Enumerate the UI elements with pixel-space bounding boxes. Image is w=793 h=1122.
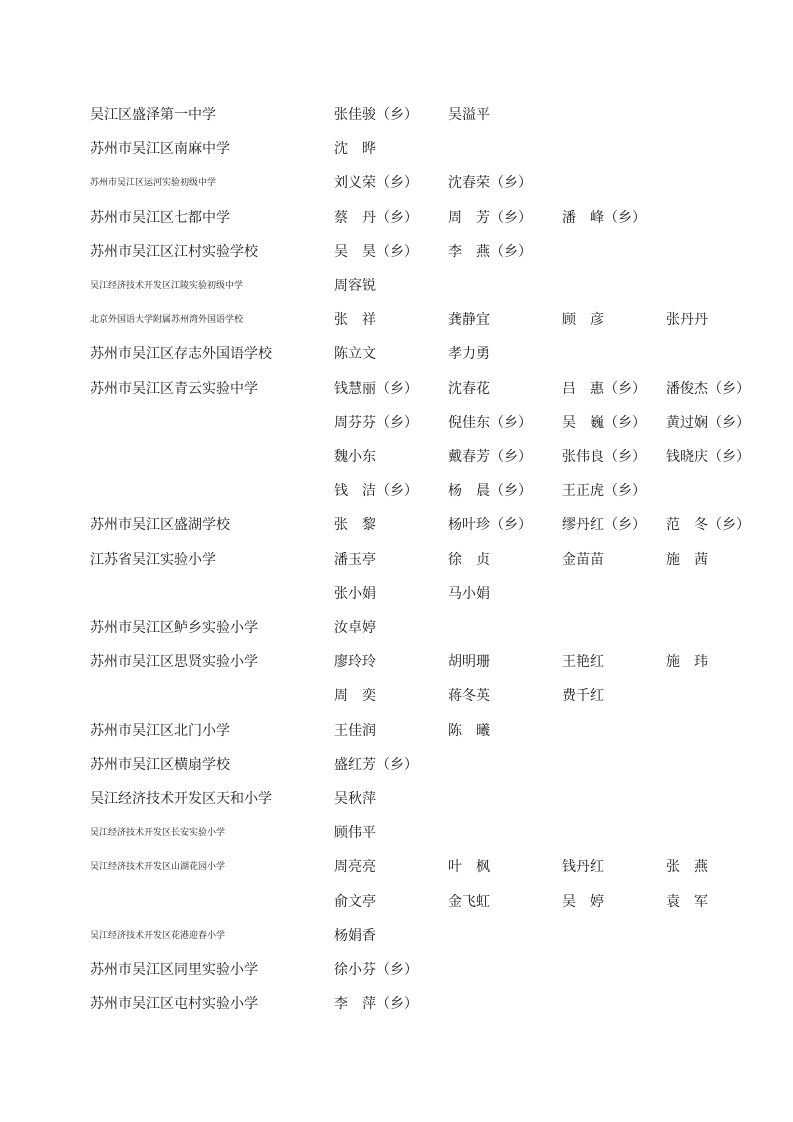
list-item (0, 136, 793, 170)
list-item (0, 307, 793, 341)
person-name: 施 玮 (666, 654, 708, 671)
person-name: 蔡 丹（乡） (334, 209, 418, 226)
list-item (0, 786, 793, 820)
person-name: 吴溢平 (448, 107, 490, 123)
school-name: 苏州市吴江区鲈乡实验小学 (90, 620, 258, 636)
person-name: 王佳润 (334, 722, 376, 739)
school-name: 吴江经济技术开发区花港迎春小学 (90, 930, 226, 941)
person-name: 张丹丹 (666, 312, 708, 329)
person-name: 陈立文 (334, 346, 376, 363)
list-item (0, 991, 793, 1025)
school-name: 苏州市吴江区思贤实验小学 (90, 654, 258, 671)
person-name: 张佳骏（乡） (334, 107, 418, 123)
person-name: 徐 贞 (448, 551, 490, 568)
list-item (0, 718, 793, 752)
person-name: 缪丹红（乡） (562, 517, 646, 534)
person-name: 顾伟平 (334, 825, 376, 842)
person-name: 戴春芳（乡） (448, 449, 532, 465)
list-item (0, 444, 793, 478)
person-name: 吴 巍（乡） (562, 414, 646, 431)
person-name: 汝卓婷 (334, 620, 376, 636)
person-name: 王正虎（乡） (562, 483, 646, 500)
list-item (0, 683, 793, 717)
school-name: 苏州市吴江区青云实验中学 (90, 380, 258, 397)
list-item (0, 889, 793, 923)
list-item (0, 820, 793, 854)
list-item (0, 410, 793, 444)
person-name: 钱丹红 (562, 859, 604, 876)
list-item (0, 547, 793, 581)
person-name: 钱慧丽（乡） (334, 380, 418, 397)
person-name: 金飞虹 (448, 893, 490, 910)
person-name: 费千红 (562, 688, 604, 705)
person-name: 马小娟 (448, 585, 490, 602)
person-name: 胡明珊 (448, 654, 490, 671)
school-name: 吴江经济技术开发区江陵实验初级中学 (90, 281, 244, 291)
person-name: 钱晓庆（乡） (666, 449, 750, 465)
person-name: 王艳红 (562, 654, 604, 671)
person-name: 陈 曦 (448, 722, 490, 739)
person-name: 盛红芳（乡） (334, 756, 418, 773)
school-name: 吴江经济技术开发区天和小学 (90, 791, 272, 807)
person-name: 吴 婷 (562, 893, 604, 910)
list-item (0, 957, 793, 991)
list-item (0, 478, 793, 512)
list-item (0, 923, 793, 957)
person-name: 龚静宜 (448, 312, 490, 329)
person-name: 叶 枫 (448, 859, 490, 876)
school-name: 江苏省吴江实验小学 (90, 551, 216, 568)
school-name: 苏州市吴江区盛湖学校 (90, 517, 230, 534)
list-item (0, 854, 793, 888)
person-name: 杨娟香 (334, 927, 376, 944)
school-name: 苏州市吴江区运河实验初级中学 (90, 178, 217, 189)
list-item (0, 649, 793, 683)
person-name: 吴 昊（乡） (334, 243, 418, 260)
person-name: 潘 峰（乡） (562, 209, 646, 226)
school-name: 苏州市吴江区北门小学 (90, 722, 230, 739)
person-name: 刘义荣（乡） (334, 175, 418, 192)
list-item (0, 512, 793, 546)
person-name: 魏小东 (334, 449, 376, 465)
person-name: 张 黎 (334, 517, 376, 534)
list-item (0, 341, 793, 375)
school-name: 吴江区盛泽第一中学 (90, 107, 216, 123)
person-name: 顾 彦 (562, 312, 604, 329)
person-name: 沈春荣（乡） (448, 175, 532, 192)
school-name: 苏州市吴江区七都中学 (90, 209, 230, 226)
person-name: 蒋冬英 (448, 688, 490, 705)
list-item (0, 615, 793, 649)
person-name: 李 燕（乡） (448, 243, 532, 260)
school-name: 苏州市吴江区存志外国语学校 (90, 346, 272, 363)
person-name: 黄过娴（乡） (666, 414, 750, 431)
person-name: 杨 晨（乡） (448, 483, 532, 500)
person-name: 沈春花 (448, 380, 490, 397)
person-name: 钱 洁（乡） (334, 483, 418, 500)
school-name: 北京外国语大学附属苏州湾外国语学校 (90, 315, 244, 326)
school-name: 吴江经济技术开发区长安实验小学 (90, 828, 226, 839)
person-name: 施 茜 (666, 551, 708, 568)
list-item (0, 102, 793, 136)
person-name: 周 芳（乡） (448, 209, 532, 226)
list-item (0, 581, 793, 615)
person-name: 张 燕 (666, 859, 708, 876)
person-name: 张 祥 (334, 312, 376, 329)
person-name: 潘俊杰（乡） (666, 380, 750, 397)
person-name: 周容锐 (334, 278, 376, 294)
list-item (0, 239, 793, 273)
person-name: 吴秋萍 (334, 791, 376, 807)
school-name: 苏州市吴江区同里实验小学 (90, 962, 258, 978)
person-name: 张小娟 (334, 585, 376, 602)
person-name: 袁 军 (666, 893, 708, 910)
person-name: 杨叶珍（乡） (448, 517, 532, 534)
person-name: 潘玉亭 (334, 551, 376, 568)
person-name: 廖玲玲 (334, 654, 376, 671)
person-name: 周亮亮 (334, 859, 376, 876)
person-name: 倪佳东（乡） (448, 414, 532, 431)
person-name: 孝力勇 (448, 346, 490, 363)
school-name: 苏州市吴江区横扇学校 (90, 756, 230, 773)
list-item (0, 205, 793, 239)
person-name: 俞文亭 (334, 893, 376, 910)
school-name: 苏州市吴江区南麻中学 (90, 141, 230, 158)
person-name: 沈 晔 (334, 141, 376, 158)
list-item (0, 170, 793, 204)
school-name: 吴江经济技术开发区山湖花园小学 (90, 862, 226, 873)
person-name: 吕 惠（乡） (562, 380, 646, 397)
list-item (0, 273, 793, 307)
person-name: 金苗苗 (562, 551, 604, 568)
person-name: 周 奕 (334, 688, 376, 705)
person-name: 徐小芬（乡） (334, 962, 418, 978)
person-name: 张伟良（乡） (562, 449, 646, 465)
person-name: 周芬芬（乡） (334, 414, 418, 431)
list-item (0, 752, 793, 786)
school-name: 苏州市吴江区屯村实验小学 (90, 996, 258, 1013)
list-item (0, 376, 793, 410)
person-name: 范 冬（乡） (666, 517, 750, 534)
person-name: 李 萍（乡） (334, 996, 418, 1013)
school-name: 苏州市吴江区江村实验学校 (90, 243, 258, 260)
